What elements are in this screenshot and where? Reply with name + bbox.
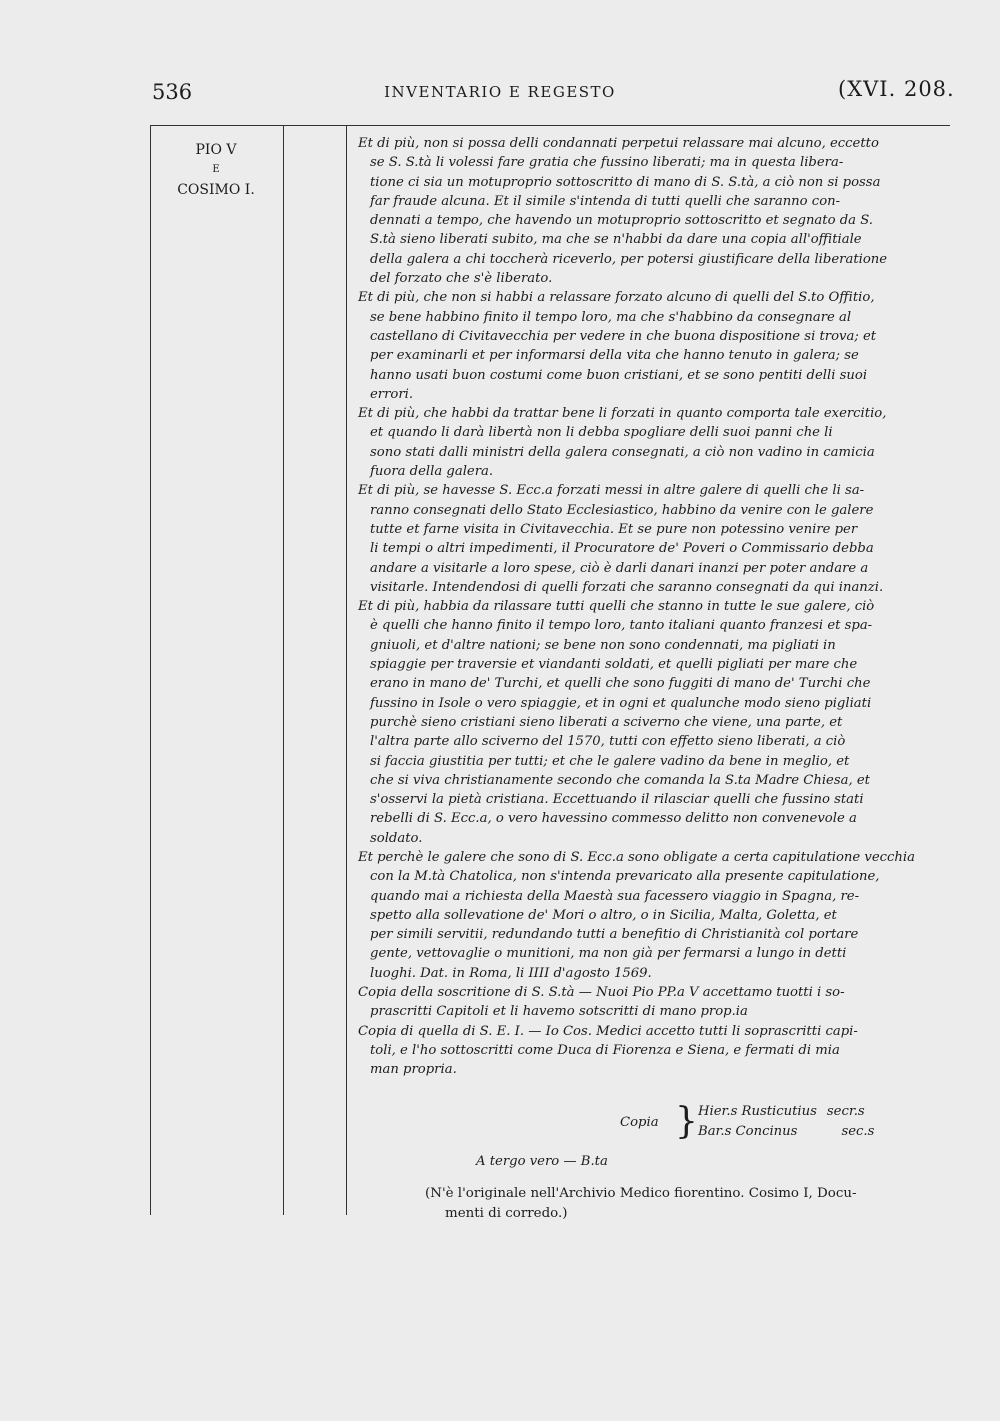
column-rule-1 [283, 125, 284, 1215]
brace-icon: } [675, 1101, 698, 1142]
body-line: erano in mano de' Turchi, et quelli che sono fuggiti di mano de' Turchi che [370, 676, 871, 692]
body-line: s'osservi la pietà cristiana. Eccettuando il rilasciar quelli che fussino stati [370, 792, 864, 808]
body-line: se bene habbino finito il tempo loro, ma che s'habbino da consegnare al [370, 309, 852, 325]
column-rule-2 [346, 125, 347, 1215]
body-line: prascritti Capitoli et li havemo sotscritti di mano prop.ia [370, 1004, 748, 1020]
body-line: visitarle. Intendendosi di quelli forzati che saranno consegnati da qui inanzi. [370, 579, 884, 595]
signer-2-title: sec.s [841, 1124, 875, 1139]
body-line: luoghi. Dat. in Roma, li IIII d'agosto 1569. [370, 965, 652, 981]
archive-note [425, 1184, 950, 1224]
body-line: toli, e l'ho sottoscritti come Duca di Fiorenza e Siena, e fermati di mia [370, 1042, 840, 1058]
body-line: della galera a chi toccherà riceverlo, per potersi giustificare della liberatione [370, 251, 888, 267]
sidebar-heading [152, 140, 280, 200]
body-line: dennati a tempo, che havendo un motuproprio sottoscritto et segnato da S. [370, 213, 873, 229]
body-line: è quelli che hanno finito il tempo loro, tanto italiani quanto franzesi et spa- [370, 618, 873, 634]
body-line: sono stati dalli ministri della galera consegnati, a ciò non vadino in camicia [370, 444, 875, 460]
top-rule [150, 125, 950, 126]
body-line: Et di più, che non si habbi a relassare forzato alcuno di quelli del S.to Offitio, [358, 290, 875, 306]
body-line: fuora della galera. [370, 464, 494, 480]
body-line: soldato. [370, 830, 423, 846]
left-rule [150, 125, 151, 1215]
body-line: spiaggie per traversie et viandanti soldati, et quelli pigliati per mare che [370, 657, 858, 673]
page-number: 536 [152, 80, 193, 104]
body-line: Et di più, habbia da rilassare tutti quelli che stanno in tutte le sue galere, ciò [358, 599, 875, 615]
signer-names [698, 1102, 874, 1142]
body-line: Et di più, che habbi da trattar bene li forzati in quanto comporta tale exercitio, [358, 406, 887, 422]
sidebar-line-2: E [212, 164, 220, 175]
body-line: li tempi o altri impedimenti, il Procuratore de' Poveri o Commissario debba [370, 541, 874, 557]
sidebar-line-1: PIO V [195, 142, 237, 158]
body-line: andare a visitarle a loro spese, ciò è darli danari inanzi per poter andare a [370, 560, 869, 576]
section-reference: (XVI. 208. [838, 77, 955, 101]
body-line: quando mai a richiesta della Maestà sua facessero viaggio in Spagna, re- [370, 888, 860, 904]
body-line: Copia di quella di S. E. I. — Io Cos. Medici accetto tutti li soprascritti capi- [358, 1023, 858, 1039]
body-line: far fraude alcuna. Et il simile s'intenda di tutti quelli che saranno con- [370, 193, 841, 209]
note-line-2: menti di corredo.) [445, 1206, 568, 1221]
body-line: gente, vettovaglie o munitioni, ma non già per fermarsi a lungo in detti [370, 946, 847, 962]
tergo-line: A tergo vero — B.ta [476, 1154, 608, 1169]
body-line: errori. [370, 386, 414, 402]
body-line: gniuoli, et d'altre nationi; se bene non sono condennati, ma pigliati in [370, 637, 836, 653]
body-line: man propria. [370, 1062, 457, 1078]
body-line: Et di più, non si possa delli condannati perpetui relassare mai alcuno, eccetto [358, 136, 879, 151]
body-line: per simili servitii, redundando tutti a benefitio di Christianità col portare [370, 927, 859, 943]
body-line: si faccia giustitia per tutti; et che le galere vadino da bene in meglio, et [370, 753, 850, 769]
body-line: tione ci sia un motuproprio sottoscritto di mano di S. S.tà, a ciò non si possa [370, 174, 881, 190]
body-line: ranno consegnati dello Stato Ecclesiastico, habbino da venire con le galere [370, 502, 874, 518]
body-line: con la M.tà Chatolica, non s'intenda prevaricato alla presente capitulatione, [370, 869, 880, 885]
signer-1-name: Hier.s Rusticutius [698, 1104, 817, 1119]
body-line: castellano di Civitavecchia per vedere in che buona dispositione si trova; et [370, 328, 877, 344]
body-line: l'altra parte allo sciverno del 1570, tutti con effetto sieno liberati, a ciò [370, 734, 846, 750]
body-line: se S. S.tà li volessi fare gratia che fussino liberati; ma in questa libera- [370, 155, 844, 171]
body-line: Et di più, se havesse S. Ecc.a forzati messi in altre galere di quelli che li sa- [358, 483, 865, 499]
body-line: spetto alla sollevatione de' Mori o altro, o in Sicilia, Malta, Goletta, et [370, 907, 837, 923]
body-line: S.tà sieno liberati subito, ma che se n'habbi da dare una copia all'offitiale [370, 232, 862, 248]
body-line: Et perchè le galere che sono di S. Ecc.a sono obligate a certa capitulatione vecchia [358, 849, 916, 865]
signer-2-name: Bar.s Concinus [698, 1124, 798, 1139]
body-line: rebelli di S. Ecc.a, o vero havessino commesso delitto non convenevole a [370, 811, 857, 827]
body-line: del forzato che s'è liberato. [370, 271, 553, 287]
body-line: fussino in Isole o vero spiaggie, et in ogni et qualunche modo sieno pigliati [370, 695, 872, 711]
running-title: INVENTARIO E REGESTO [384, 83, 616, 101]
signer-1-title: secr.s [826, 1104, 865, 1119]
body-line: tutte et farne visita in Civitavecchia. Et se pure non potessino venire per [370, 521, 858, 537]
body-line: purchè sieno cristiani sieno liberati a sciverno che viene, una parte, et [370, 714, 843, 730]
body-line: per examinarli et per informarsi della vita che hanno tenuto in galera; se [370, 348, 859, 364]
body-line: hanno usati buon costumi come buon cristiani, et se sono pentiti delli suoi [370, 367, 868, 383]
body-line: Copia della soscritione di S. S.tà — Nuoi Pio PP.a V accettamo tuotti i so- [358, 985, 845, 1001]
body-line: che si viva christianamente secondo che comanda la S.ta Madre Chiesa, et [370, 772, 870, 788]
note-line-1: (N'è l'originale nell'Archivio Medico fiorentino. Cosimo I, Docu- [425, 1186, 857, 1201]
body-text [358, 134, 950, 1080]
body-line: et quando li darà libertà non li debba spogliare delli suoi panni che li [370, 425, 833, 441]
copia-label: Copia [620, 1115, 659, 1130]
sidebar-line-3: COSIMO I. [177, 182, 255, 198]
